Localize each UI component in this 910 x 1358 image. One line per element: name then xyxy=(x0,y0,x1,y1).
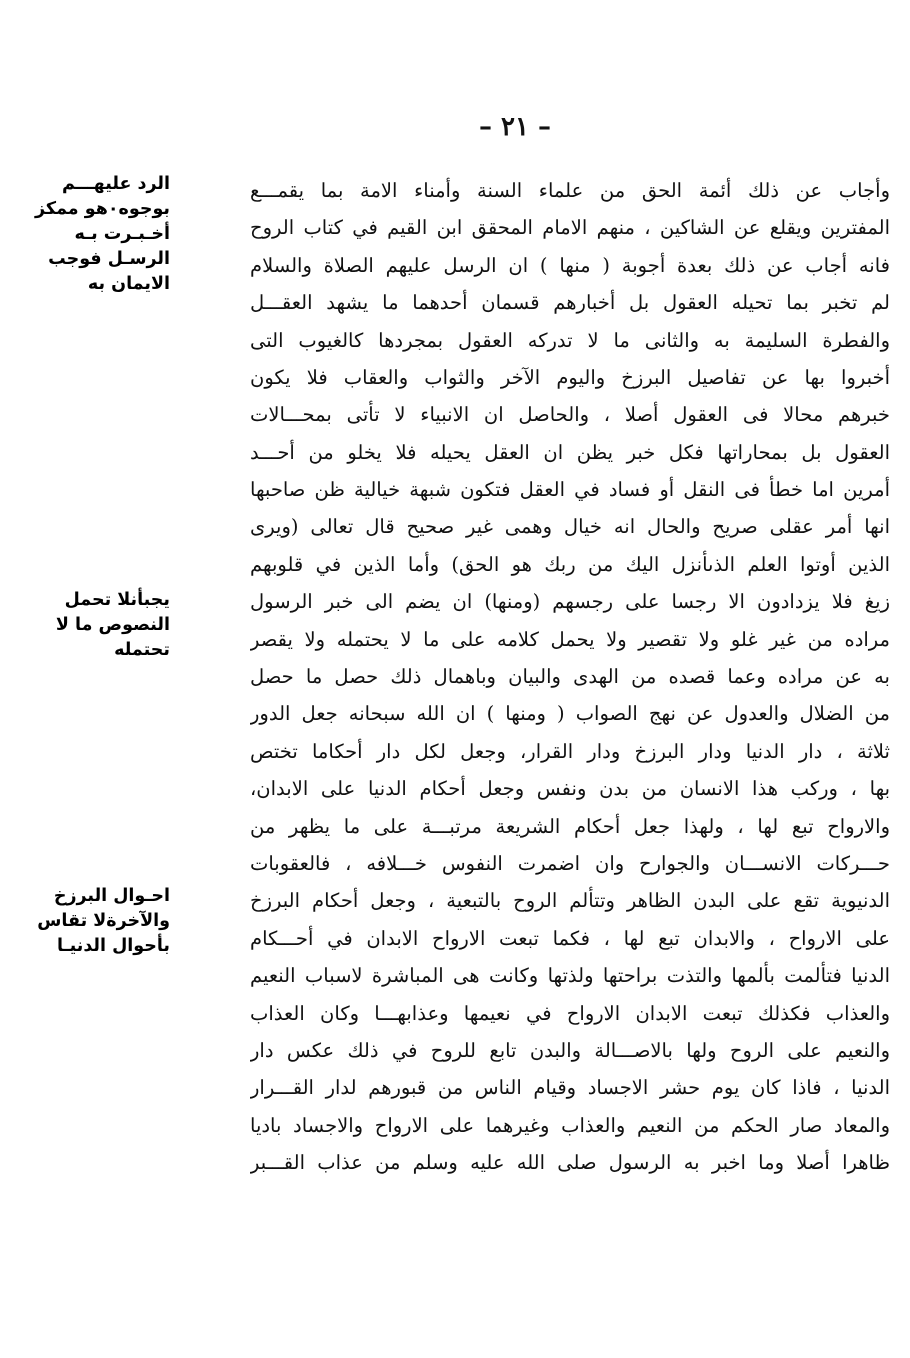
text-line xyxy=(250,882,890,919)
text-line xyxy=(250,621,890,658)
text-line xyxy=(250,359,890,396)
margin-note-line: والآخرةلا تقاس xyxy=(37,911,170,931)
margin-note-line: يجبأنلا تحمل xyxy=(64,590,170,610)
text-line-content: أخبروا بها عن تفاصيل البرزخ واليوم الآخر والثواب والعقاب فلا يكون xyxy=(250,365,890,389)
text-line-content: العقول بل بمحاراتها فكل خبر يظن ان العقل يحيله فلا يخلو من أحـــد xyxy=(250,440,890,464)
text-line-content: على الارواح ، والابدان تبع لها ، فكما تبعت الارواح الابدان في أحـــكام xyxy=(250,926,890,950)
text-line-content: والارواح تبع لها ، ولهذا جعل أحكام الشريعة مرتبـــة على ما يظهر من xyxy=(250,814,890,838)
text-line-content: الدنيوية تقع على البدن الظاهر وتتألم الروح بالتبعية ، وجعل أحكام البرزخ xyxy=(250,889,890,913)
margin-note-line: الايمان به xyxy=(87,274,170,294)
text-line-content: المفترين ويقلع عن الشاكين ، منهم الامام المحقق ابن القيم في كتاب الروح xyxy=(250,216,890,240)
text-line xyxy=(250,808,890,845)
text-line xyxy=(250,209,890,246)
margin-note-line: احـوال البرزخ xyxy=(53,886,170,906)
text-line xyxy=(250,1069,890,1106)
margin-note-texts xyxy=(10,588,170,663)
margin-note-line: بوجوه٠هو ممكز xyxy=(35,199,170,219)
text-line xyxy=(250,172,890,209)
text-line xyxy=(250,920,890,957)
margin-note-line: أخـبـرت بـه xyxy=(74,224,170,244)
text-line-content: به عن مراده وعما قصده من الهدى والبيان وباهمال ذلك حصل ما حصل xyxy=(250,665,890,689)
text-line-content: الدنيا فتألمت بألمها والتذت براحتها ولذتها وكانت هى المباشرة لاسباب النعيم xyxy=(250,964,890,988)
text-line-content: لم تخبر بما تحيله العقول بل أخبارهم قسمان أحدهما ما يشهد العقـــل xyxy=(250,291,890,315)
text-line xyxy=(250,322,890,359)
margin-note-line: الرد عليهـــم xyxy=(62,174,170,194)
text-line xyxy=(250,509,890,546)
margin-note-line: النصوص ما لا xyxy=(55,615,170,635)
text-line-content: زيغ فلا يزدادون الا رجسا على رجسهم (ومنها) ان يضم الى خبر الرسول xyxy=(250,590,890,614)
margin-note-barzakh xyxy=(10,884,170,959)
text-line xyxy=(250,995,890,1032)
page-number: – ٢١ – xyxy=(478,112,552,142)
text-line-content: وأجاب عن ذلك أئمة الحق من علماء السنة وأمناء الامة بما يقمـــع xyxy=(250,178,890,202)
text-line-content: والنعيم على الروح ولها بالاصـــالة والبدن تابع للروح في ذلك عكس دار xyxy=(250,1038,890,1062)
text-line-content: ظاهرا أصلا وما اخبر به الرسول صلى الله عليه وسلم من عذاب القـــبر xyxy=(250,1151,890,1175)
text-line xyxy=(250,247,890,284)
margin-note-line: بأحوال الدنيـا xyxy=(57,936,170,956)
text-line xyxy=(250,284,890,321)
margin-note-line: تحتمله xyxy=(114,640,170,660)
text-line xyxy=(250,695,890,732)
text-line xyxy=(250,583,890,620)
text-line xyxy=(250,1107,890,1144)
text-line xyxy=(250,471,890,508)
text-line xyxy=(250,546,890,583)
text-line xyxy=(250,957,890,994)
text-line xyxy=(250,845,890,882)
text-line-content: والمعاد صار الحكم من النعيم والعذاب وغيرهما على الارواح والاجساد باديا xyxy=(250,1113,890,1137)
text-line-content: خبرهم محالا فى العقول أصلا ، والحاصل ان الانبياء لا تأتى بمحـــالات xyxy=(250,403,890,427)
text-line-content: والفطرة السليمة به والثانى ما لا تدركه العقول بمجردها كالغيوب التى xyxy=(250,328,890,352)
text-line-content: والعذاب فكذلك تبعت الابدان الارواح في نعيمها وعذابهـــا وكان العذاب xyxy=(250,1001,890,1025)
text-line-content: فانه أجاب عن ذلك بعدة أجوبة ( منها ) ان الرسل عليهم الصلاة والسلام xyxy=(250,253,890,277)
text-line xyxy=(250,770,890,807)
text-line-content: أمرين اما خطأ فى النقل أو فساد في العقل فتكون شبهة خيالية ظن صاحبها xyxy=(250,478,890,502)
text-line-content: حـــركات الانســـان والجوارح وان اضمرت النفوس خـــلافه ، فالعقوبات xyxy=(250,851,890,875)
text-line xyxy=(250,434,890,471)
text-line-content: الدنيا ، فاذا كان يوم حشر الاجساد وقيام الناس من قبورهم لدار القـــرار xyxy=(250,1076,890,1100)
text-line-content: بها ، وركب هذا الانسان من بدن ونفس وجعل أحكام الدنيا على الابدان، xyxy=(250,777,890,801)
text-line-content: انها أمر عقلى صريح والحال انه خيال وهمى غير صحيح قال تعالى (ويرى xyxy=(250,515,890,539)
text-line-content: الذين أوتوا العلم الذىأنزل اليك من ربك هو الحق) وأما الذين في قلوبهم xyxy=(250,552,890,576)
text-line-content: مراده من غير غلو ولا تقصير ولا يحمل كلامه على ما لا يحتمله ولا يقصر xyxy=(250,627,890,651)
text-line xyxy=(250,1032,890,1069)
margin-note-line: الرسـل فوجب xyxy=(48,249,170,269)
main-text-block xyxy=(250,172,890,1182)
text-line-content: من الضلال والعدول عن نهج الصواب ( ومنها ) ان الله سبحانه جعل الدور xyxy=(250,702,890,726)
text-line xyxy=(250,658,890,695)
text-line xyxy=(250,1144,890,1181)
text-line-content: ثلاثة ، دار الدنيا ودار البرزخ ودار القرار، وجعل لكل دار أحكاما تختص xyxy=(250,739,890,763)
text-line xyxy=(250,396,890,433)
margin-note-refutation xyxy=(10,172,170,297)
text-line xyxy=(250,733,890,770)
